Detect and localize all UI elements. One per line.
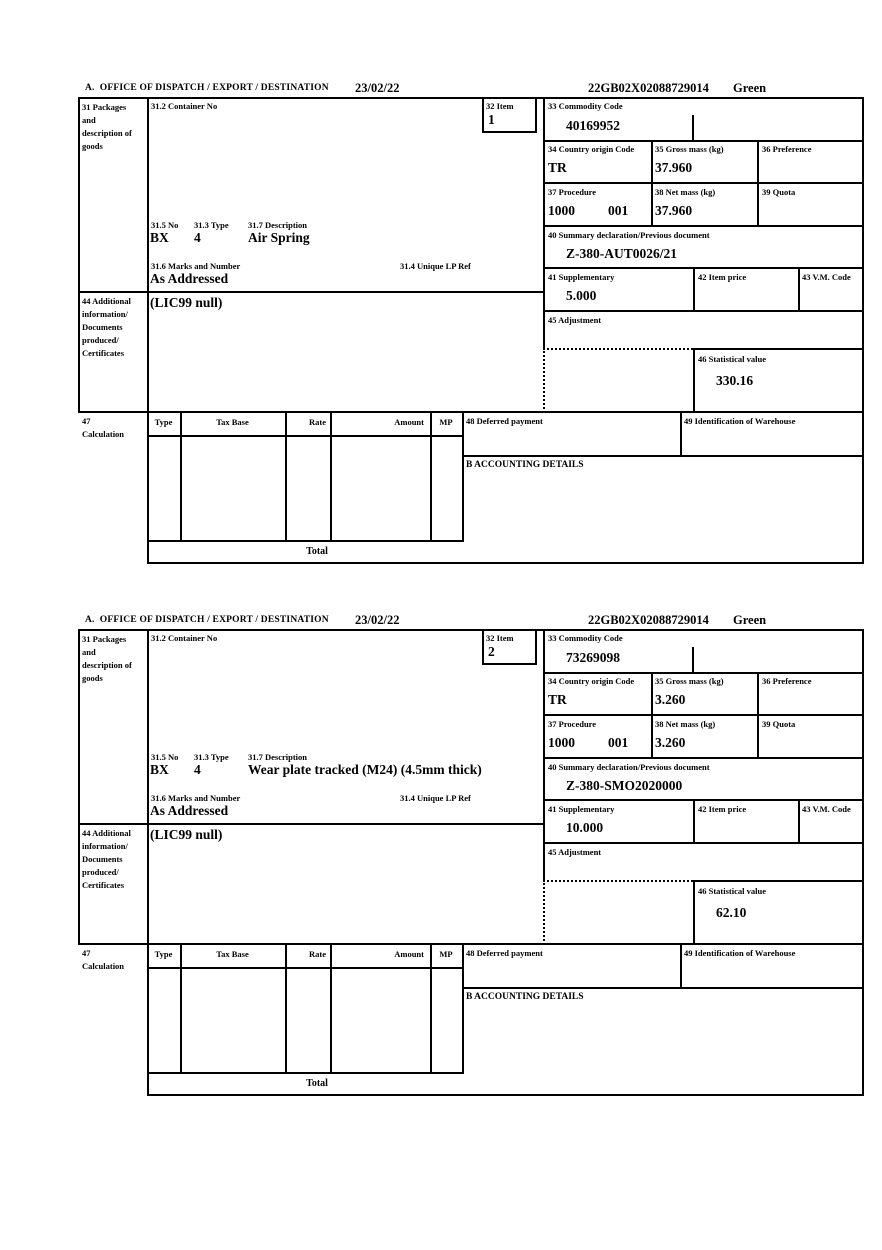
- border-line: [430, 411, 432, 542]
- box31-5-label: 31.5 No: [151, 220, 179, 230]
- calc-col-type: Type: [154, 949, 173, 959]
- calc-col-mp: MP: [439, 417, 453, 427]
- declaration-item-block-1: [78, 80, 864, 566]
- statistical-value: 62.10: [716, 905, 747, 920]
- border-line: [543, 842, 864, 844]
- border-line: [543, 267, 864, 269]
- goods-description: Air Spring: [248, 230, 310, 245]
- box31-6-label: 31.6 Marks and Number: [151, 793, 241, 803]
- box31-4-label: 31.4 Unique LP Ref: [400, 261, 471, 271]
- box49-label: 49 Identification of Warehouse: [684, 416, 796, 426]
- country-origin-code: TR: [548, 692, 567, 707]
- calc-col-amount: Amount: [394, 949, 424, 959]
- box31-label: 31 Packages and description of goods: [82, 634, 132, 683]
- package-type: 4: [194, 230, 201, 245]
- border-line: [147, 1094, 864, 1096]
- box44-label: 44 Additional information/ Documents produced/ Certificates: [82, 828, 131, 890]
- border-line: [482, 97, 484, 133]
- box40-label: 40 Summary declaration/Previous document: [548, 230, 710, 240]
- border-line: [78, 97, 80, 413]
- commodity-code-separator: [692, 115, 694, 142]
- box34-label: 34 Country origin Code: [548, 144, 635, 154]
- box39-label: 39 Quota: [762, 719, 796, 729]
- border-line: [543, 757, 864, 759]
- border-line: [147, 1072, 464, 1074]
- dotted-border-line: [543, 348, 693, 350]
- marks-and-numbers: As Addressed: [150, 271, 229, 286]
- box45-label: 45 Adjustment: [548, 315, 602, 325]
- box31-4-label: 31.4 Unique LP Ref: [400, 793, 471, 803]
- box43-label: 43 V.M. Code: [802, 804, 851, 814]
- box37-label: 37 Procedure: [548, 187, 597, 197]
- border-line: [543, 714, 864, 716]
- border-line: [330, 943, 332, 1074]
- net-mass: 37.960: [655, 203, 693, 218]
- border-line: [543, 310, 864, 312]
- movement-reference-number: 22GB02X02088729014: [588, 81, 709, 95]
- border-line: [462, 943, 464, 1074]
- border-line: [78, 629, 864, 631]
- calc-col-rate: Rate: [309, 417, 326, 427]
- box38-label: 38 Net mass (kg): [655, 187, 716, 197]
- border-line: [482, 131, 537, 133]
- box43-label: 43 V.M. Code: [802, 272, 851, 282]
- border-line: [285, 411, 287, 542]
- declaration-item-block-2: [78, 612, 864, 1098]
- procedure-code: 1000: [548, 735, 575, 750]
- box46-label: 46 Statistical value: [698, 886, 766, 896]
- border-line: [535, 629, 537, 665]
- box31-7-label: 31.7 Description: [248, 220, 308, 230]
- border-line: [798, 799, 800, 844]
- additional-information: (LIC99 null): [150, 827, 223, 842]
- additional-information: (LIC99 null): [150, 295, 223, 310]
- border-line: [462, 411, 464, 542]
- calc-col-mp: MP: [439, 949, 453, 959]
- box35-label: 35 Gross mass (kg): [655, 144, 724, 154]
- box33-label: 33 Commodity Code: [548, 101, 623, 111]
- box48-label: 48 Deferred payment: [466, 416, 543, 426]
- border-line: [680, 411, 682, 457]
- border-line: [651, 140, 653, 227]
- box37-label: 37 Procedure: [548, 719, 597, 729]
- previous-document: Z-380-SMO2020000: [566, 778, 683, 793]
- box41-label: 41 Supplementary: [548, 804, 615, 814]
- border-line: [535, 97, 537, 133]
- dotted-border-line: [543, 880, 545, 945]
- net-mass: 3.260: [655, 735, 686, 750]
- item-number: 2: [488, 644, 495, 659]
- box40-label: 40 Summary declaration/Previous document: [548, 762, 710, 772]
- border-line: [693, 267, 695, 312]
- gross-mass: 37.960: [655, 160, 693, 175]
- border-line: [693, 348, 695, 413]
- office-of-dispatch-label: A. OFFICE OF DISPATCH / EXPORT / DESTINATION: [85, 615, 329, 625]
- movement-reference-number: 22GB02X02088729014: [588, 613, 709, 627]
- border-line: [693, 880, 695, 945]
- border-line: [78, 411, 864, 413]
- calc-col-rate: Rate: [309, 949, 326, 959]
- border-line: [543, 97, 545, 350]
- box31-label: 31 Packages and description of goods: [82, 102, 132, 151]
- border-line: [147, 562, 864, 564]
- route-indicator: Green: [733, 81, 767, 95]
- office-of-dispatch-label: A. OFFICE OF DISPATCH / EXPORT / DESTINATION: [85, 83, 329, 93]
- box48-label: 48 Deferred payment: [466, 948, 543, 958]
- box42-label: 42 Item price: [698, 272, 747, 282]
- total-label: Total: [306, 546, 328, 557]
- border-line: [462, 987, 864, 989]
- item-number: 1: [488, 112, 495, 127]
- border-line: [757, 140, 759, 227]
- procedure-code-suffix: 001: [608, 735, 629, 750]
- border-line: [78, 943, 864, 945]
- declaration-date: 23/02/22: [355, 81, 400, 95]
- box42-label: 42 Item price: [698, 804, 747, 814]
- marks-and-numbers: As Addressed: [150, 803, 229, 818]
- country-origin-code: TR: [548, 160, 567, 175]
- border-line: [462, 455, 864, 457]
- accounting-details-label: B ACCOUNTING DETAILS: [466, 460, 584, 470]
- dotted-border-line: [543, 880, 693, 882]
- border-line: [180, 943, 182, 1074]
- border-line: [147, 435, 464, 437]
- calc-col-amount: Amount: [394, 417, 424, 427]
- border-line: [680, 943, 682, 989]
- border-line: [330, 411, 332, 542]
- box45-label: 45 Adjustment: [548, 847, 602, 857]
- goods-description: Wear plate tracked (M24) (4.5mm thick): [248, 762, 482, 777]
- border-line: [78, 629, 80, 945]
- border-line: [757, 672, 759, 759]
- box36-label: 36 Preference: [762, 676, 812, 686]
- box41-label: 41 Supplementary: [548, 272, 615, 282]
- total-label: Total: [306, 1078, 328, 1089]
- box47-label: 47 Calculation: [82, 416, 125, 439]
- border-line: [798, 267, 800, 312]
- box36-label: 36 Preference: [762, 144, 812, 154]
- supplementary-units: 5.000: [566, 288, 597, 303]
- box31-7-label: 31.7 Description: [248, 752, 308, 762]
- border-line: [862, 97, 864, 564]
- box39-label: 39 Quota: [762, 187, 796, 197]
- box31-6-label: 31.6 Marks and Number: [151, 261, 241, 271]
- border-line: [147, 97, 149, 564]
- statistical-value: 330.16: [716, 373, 754, 388]
- border-line: [482, 663, 537, 665]
- route-indicator: Green: [733, 613, 767, 627]
- box35-label: 35 Gross mass (kg): [655, 676, 724, 686]
- box46-label: 46 Statistical value: [698, 354, 766, 364]
- border-line: [147, 967, 464, 969]
- procedure-code-suffix: 001: [608, 203, 629, 218]
- calc-col-tax-base: Tax Base: [216, 949, 249, 959]
- box47-label: 47 Calculation: [82, 948, 125, 971]
- border-line: [693, 799, 695, 844]
- border-line: [147, 540, 464, 542]
- box32-label: 32 Item: [486, 101, 514, 111]
- border-line: [543, 225, 864, 227]
- calc-col-tax-base: Tax Base: [216, 417, 249, 427]
- border-line: [543, 140, 864, 142]
- commodity-code: 40169952: [566, 118, 620, 133]
- package-count: BX: [150, 230, 169, 245]
- border-line: [147, 629, 149, 1096]
- box44-label: 44 Additional information/ Documents produced/ Certificates: [82, 296, 131, 358]
- box31-3-label: 31.3 Type: [194, 220, 229, 230]
- border-line: [78, 97, 864, 99]
- border-line: [180, 411, 182, 542]
- box31-3-label: 31.3 Type: [194, 752, 229, 762]
- border-line: [693, 880, 864, 882]
- box38-label: 38 Net mass (kg): [655, 719, 716, 729]
- box32-label: 32 Item: [486, 633, 514, 643]
- box31-2-label: 31.2 Container No: [151, 633, 218, 643]
- border-line: [862, 629, 864, 1096]
- box33-label: 33 Commodity Code: [548, 633, 623, 643]
- box31-2-label: 31.2 Container No: [151, 101, 218, 111]
- accounting-details-label: B ACCOUNTING DETAILS: [466, 992, 584, 1002]
- dotted-border-line: [543, 348, 545, 413]
- border-line: [693, 348, 864, 350]
- procedure-code: 1000: [548, 203, 575, 218]
- border-line: [482, 629, 484, 665]
- supplementary-units: 10.000: [566, 820, 604, 835]
- border-line: [543, 672, 864, 674]
- commodity-code-separator: [692, 647, 694, 674]
- border-line: [543, 799, 864, 801]
- commodity-code: 73269098: [566, 650, 620, 665]
- package-type: 4: [194, 762, 201, 777]
- border-line: [543, 182, 864, 184]
- border-line: [651, 672, 653, 759]
- declaration-date: 23/02/22: [355, 613, 400, 627]
- previous-document: Z-380-AUT0026/21: [566, 246, 677, 261]
- border-line: [285, 943, 287, 1074]
- box49-label: 49 Identification of Warehouse: [684, 948, 796, 958]
- gross-mass: 3.260: [655, 692, 686, 707]
- calc-col-type: Type: [154, 417, 173, 427]
- border-line: [430, 943, 432, 1074]
- box31-5-label: 31.5 No: [151, 752, 179, 762]
- box34-label: 34 Country origin Code: [548, 676, 635, 686]
- package-count: BX: [150, 762, 169, 777]
- border-line: [543, 629, 545, 882]
